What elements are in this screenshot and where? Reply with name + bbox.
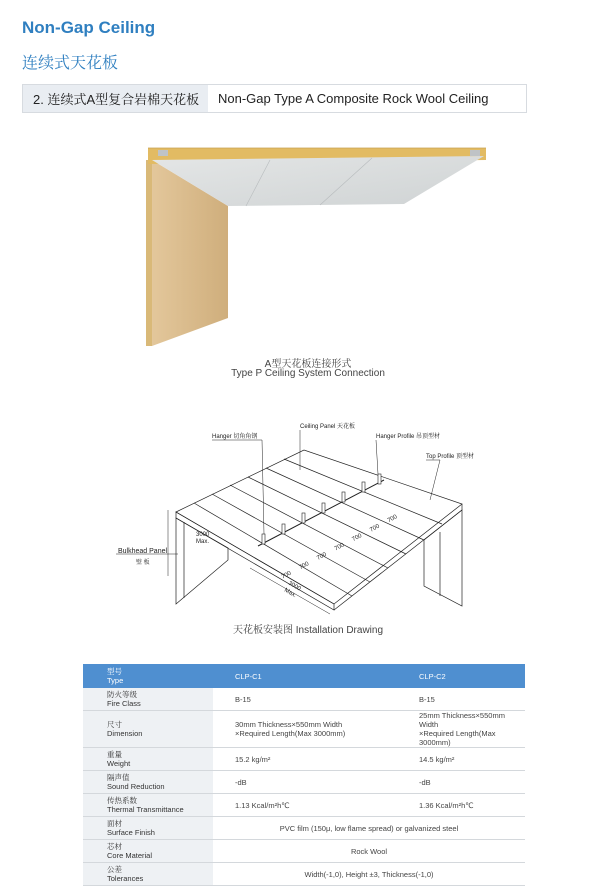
dim-3000-bottom: 3000 (287, 580, 302, 593)
dim-700-5: 700 (351, 532, 364, 543)
top-profile-label: Top Profile 顶型材 (426, 454, 475, 460)
hanger-label: Hanger 切角角钢 (212, 434, 258, 440)
hanger-left-shape (158, 150, 168, 156)
section-title-cn: 2. 连续式A型复合岩棉天花板 (23, 85, 208, 112)
bulkhead-label-cn: 壁 板 (136, 560, 150, 566)
header-type-cell: 型号 Type (83, 664, 213, 688)
page-subtitle-cn: 连续式天花板 (22, 55, 119, 72)
hanger-right-shape (470, 150, 480, 156)
dim-max-bottom: Max. (283, 587, 298, 600)
table-header-row (83, 664, 525, 688)
bulkhead-label-en: Bulkhead Panel (118, 548, 168, 555)
wall-core-edge (146, 160, 152, 346)
dim-max-left: Max. (196, 539, 210, 545)
ceiling-corner-render (0, 0, 616, 360)
table-row: 防火等级 Fire Class B-15 B-15 (83, 688, 525, 711)
section-title-en: Non-Gap Type A Composite Rock Wool Ceiling (218, 91, 489, 106)
table-row: 芯材 Core Material Rock Wool (83, 840, 525, 863)
table-row: 面材 Surface Finish PVC film (150μ, low flame spread) or galvanized steel (83, 817, 525, 840)
spec-table (83, 664, 525, 886)
table-row: 尺寸 Dimension 30mm Thickness×550mm Width ×Required Length(Max 3000mm) 25mm Thickness×550mm Width ×Required Length(Max 3000mm) (83, 711, 525, 748)
figure1-caption-cn: A型天花板连接形式 (264, 359, 352, 370)
table-row: 公差 Tolerances Width(-1,0), Height ±3, Thickness(-1,0) (83, 863, 525, 886)
dim-3000-left: 3000 (196, 532, 210, 538)
dim-700-4: 700 (333, 542, 346, 553)
figure2-caption: 天花板安装图 Installation Drawing (232, 625, 384, 636)
installation-drawing (0, 400, 616, 640)
dim-700-7: 700 (386, 514, 399, 525)
hanger-profile-label: Hanger Profile 吊顶型材 (376, 434, 441, 440)
header-clp-c2: CLP-C2 (403, 664, 525, 688)
table-row: 重量 Weight 15.2 kg/m² 14.5 kg/m² (83, 748, 525, 771)
page-title: Non-Gap Ceiling (22, 18, 156, 37)
ceiling-panel-label: Ceiling Panel 天花板 (300, 424, 356, 430)
dim-700-2: 700 (298, 561, 311, 572)
header-clp-c1: CLP-C1 (213, 664, 403, 688)
dim-700-1: 700 (280, 570, 293, 581)
dim-700-3: 700 (316, 551, 328, 562)
dim-700-6: 700 (369, 523, 381, 534)
figure1-caption-en: Type P Ceiling System Connection (231, 368, 385, 379)
table-row: 隔声值 Sound Reduction -dB -dB (83, 771, 525, 794)
table-row: 传热系数 Thermal Transmittance 1.13 Kcal/m²h℃ 1.36 Kcal/m²h℃ (83, 794, 525, 817)
